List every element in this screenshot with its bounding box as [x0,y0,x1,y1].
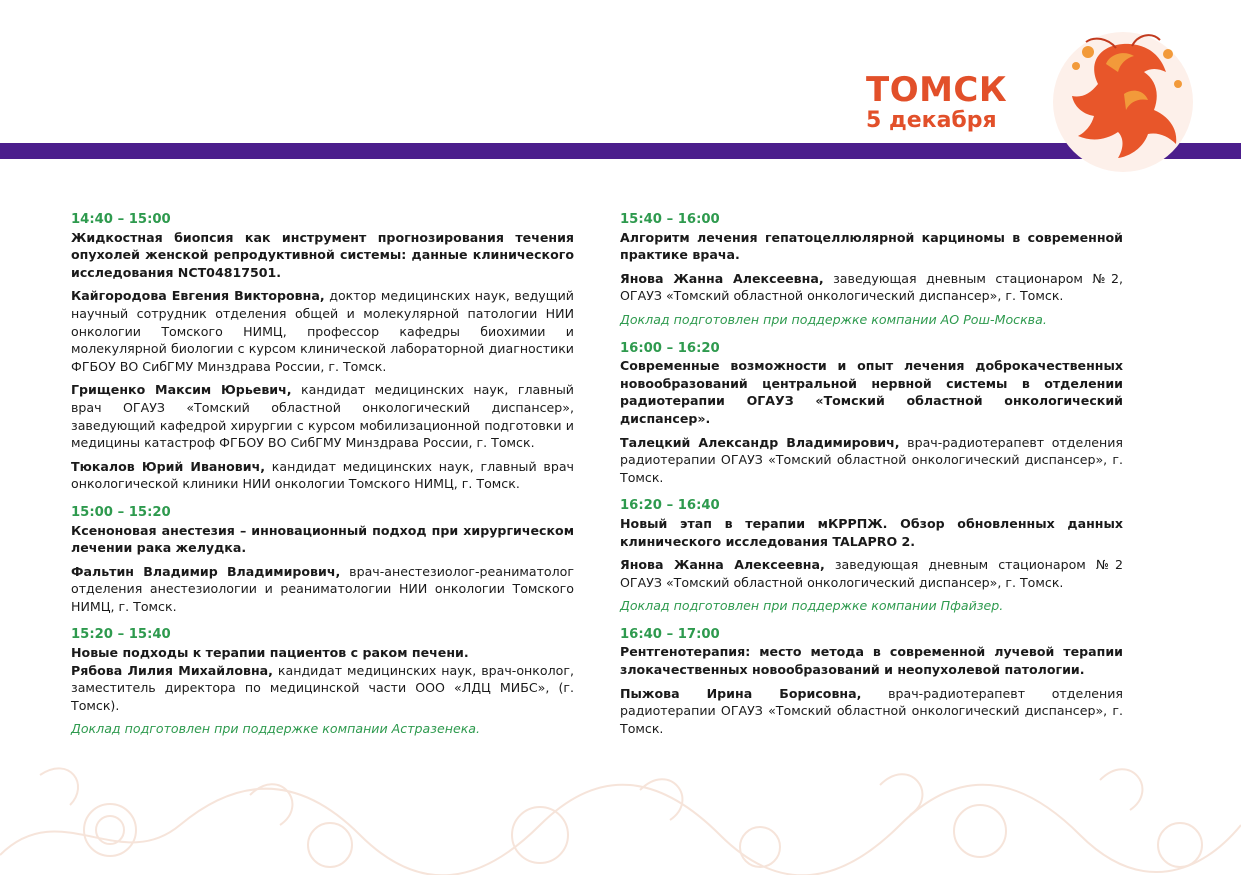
session-title: Ксеноновая анестезия – инновационный подход при хирургическом лечении рака желудка. [71,522,574,556]
session-title: Новый этап в терапии мКРРПЖ. Обзор обновленных данных клинического исследования TALAPRO 2. [620,515,1123,549]
speaker-description: кандидат медицинских наук, главный врач ОГАУЗ «Томский областной онкологический диспансер», заведующий кафедрой хирургии с курсом мобилизационной подготовки и медицины катастроф ФГБОУ ВО СибГМУ Минздрава России, г. Томск. [71,382,574,451]
speaker-description: доктор медицинских наук, ведущий научный сотрудник отделения общей и молекулярной патологии НИИ онкологии Томского НИМЦ, профессор кафедры биохимии и молекулярной биологии с курсом клинической лабораторной диагностики ФГБОУ ВО СибГМУ Минздрава России, г. Томск. [71,288,574,374]
session-item [620,497,1123,615]
event-date: 5 декабря [866,108,997,133]
right-column [620,211,1123,748]
speaker-name: Талецкий Александр Владимирович, [620,434,900,450]
speaker-description: кандидат медицинских наук, главный врач онкологической клиники НИИ онкологии Томского НИМЦ, г. Томск. [71,458,574,492]
speaker-entry [71,287,574,375]
session-time: 15:20 – 15:40 [71,627,171,643]
speaker-entry [620,270,1123,305]
speaker-description: заведующая дневным стационаром №2 ОГАУЗ «Томский областной онкологический диспансер», г. Томск. [620,557,1123,590]
speaker-entry [71,563,574,616]
left-column [71,211,574,749]
speaker-name: Пыжова Ирина Борисовна, [620,685,862,701]
session-time: 15:40 – 16:00 [620,212,720,227]
speaker-name: Грищенко Максим Юрьевич, [71,382,292,398]
sponsor-note: Доклад подготовлен при поддержке компании Пфайзер. [620,598,1004,614]
sponsor-note: Доклад подготовлен при поддержке компании АО Рош-Москва. [620,311,1047,327]
session-item [620,626,1123,738]
speaker-name: Янова Жанна Алексеевна, [620,557,825,573]
speaker-entry [71,458,574,493]
speaker-name: Кайгородова Евгения Викторовна, [71,288,325,304]
session-time: 16:00 – 16:20 [620,340,720,356]
city-title: ТОМСК [866,70,1008,110]
sponsor-note: Доклад подготовлен при поддержке компании Астразенека. [71,721,481,737]
horse-logo-icon [1028,24,1198,174]
session-item [620,340,1123,487]
floral-ornament-background [0,735,1241,875]
session-time: 16:40 – 17:00 [620,626,720,642]
speaker-entry [71,662,574,715]
session-item [620,211,1123,329]
speaker-entry [71,381,574,451]
speaker-description: врач-анестезиолог-реаниматолог отделения анестезиологии и реаниматологии НИИ онкологии Томского НИМЦ, г. Томск. [71,563,575,614]
session-time: 16:20 – 16:40 [620,498,720,514]
speaker-name: Тюкалов Юрий Иванович, [71,458,266,474]
session-time: 14:40 – 15:00 [71,212,171,227]
session-time: 15:00 – 15:20 [71,504,171,520]
speaker-description: заведующая дневным стационаром №2, ОГАУЗ «Томский областной онкологический диспансер», г. Томск. [620,270,1123,304]
session-title: Рентгенотерапия: место метода в современной лучевой терапии злокачественных новообразований и неопухолевой патологии. [620,644,1123,678]
session-item [71,504,574,616]
speaker-entry [620,685,1123,738]
speaker-description: врач-радиотерапевт отделения радиотерапии ОГАУЗ «Томский областной онкологический диспансер», г. Томск. [620,434,1123,485]
speaker-name: Фальтин Владимир Владимирович, [71,563,341,579]
session-item [71,626,574,738]
speaker-description: кандидат медицинских наук, врач-онколог, заместитель директора по медицинской части ООО «ЛДЦ МИБС», (г. Томск). [71,662,574,713]
session-title: Новые подходы к терапии пациентов с раком печени. [71,645,469,661]
speaker-entry [620,434,1123,487]
session-title: Современные возможности и опыт лечения доброкачественных новообразований центральной нервной системы в отделении радиотерапии ОГАУЗ «Томский областной онкологический диспансер». [620,358,1123,426]
session-item [71,211,574,493]
session-title: Алгоритм лечения гепатоцеллюлярной карциномы в современной практике врача. [620,229,1123,263]
speaker-description: врач-радиотерапевт отделения радиотерапии ОГАУЗ «Томский областной онкологический диспансер», г. Томск. [620,685,1124,736]
speaker-name: Рябова Лилия Михайловна, [71,662,273,678]
speaker-entry [620,556,1123,591]
speaker-name: Янова Жанна Алексеевна, [620,270,824,286]
session-title: Жидкостная биопсия как инструмент прогнозирования течения опухолей женской репродуктивной системы: данные клинического исследования NCT04817501. [71,229,574,280]
